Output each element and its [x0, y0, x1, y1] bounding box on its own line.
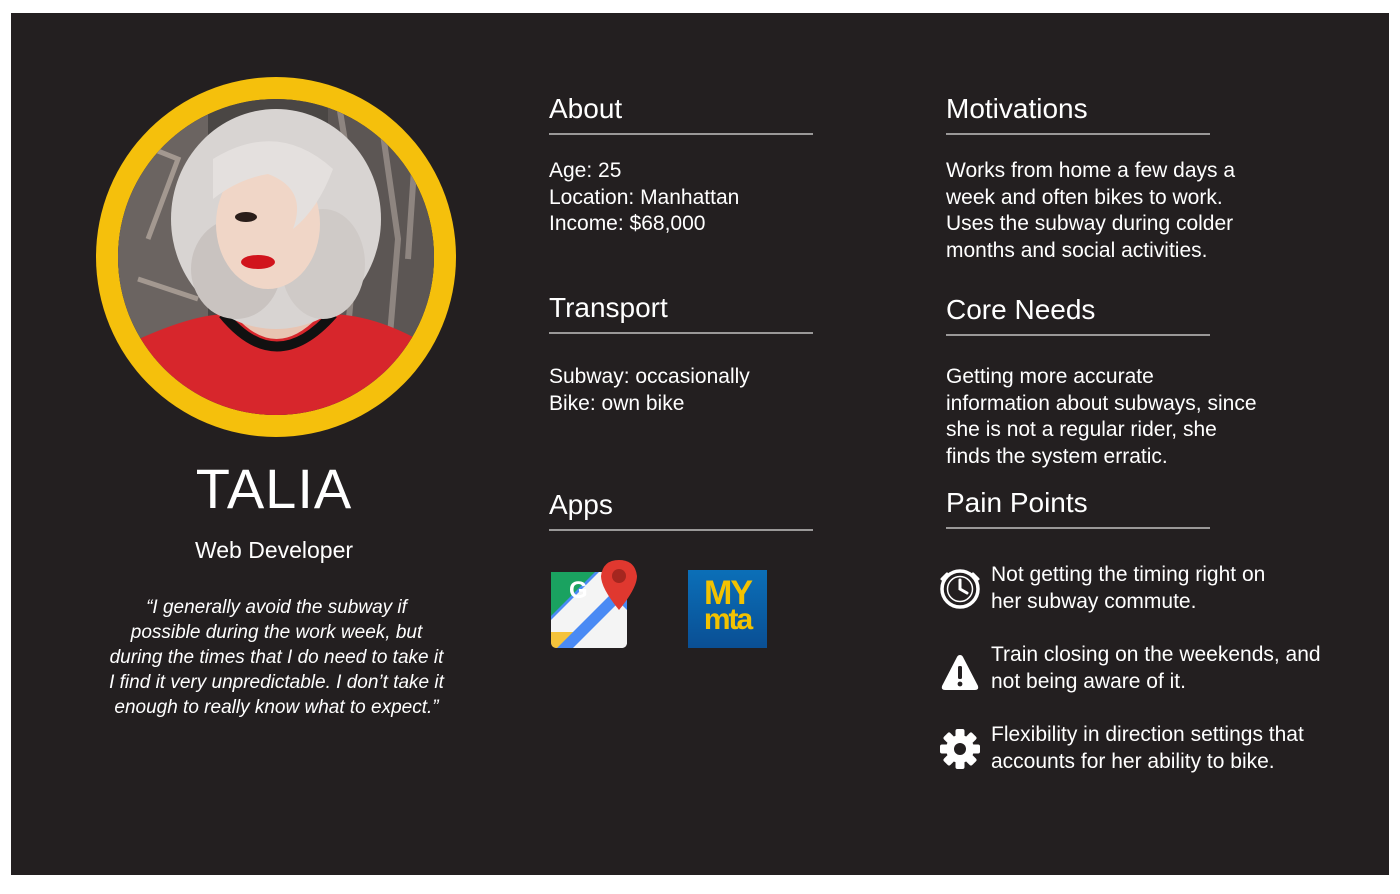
persona-quote: “I generally avoid the subway if possible during the work week, but during the times that I do need to take it I find it very unpredictable. I don’t take it enough to really know what to expect.” [109, 597, 444, 718]
pain-point-line: not being aware of it. [991, 669, 1186, 693]
transport-heading: Transport [549, 294, 813, 334]
motivations-section [946, 95, 1235, 264]
persona-name: TALIA [195, 457, 353, 520]
motivations-line: week and often bikes to work. [946, 185, 1223, 209]
transport-bike: Bike: own bike [549, 391, 685, 415]
pain-point-line: Train closing on the weekends, and [991, 643, 1321, 666]
motivations-line: Uses the subway during colder [946, 212, 1234, 235]
core-needs-line: finds the system erratic. [946, 444, 1168, 468]
pain-point-text [991, 722, 1304, 775]
apps-section [549, 491, 813, 531]
core-needs-heading: Core Needs [946, 296, 1210, 336]
motivations-line: Works from home a few days a [946, 159, 1236, 182]
core-needs-text [946, 364, 1257, 470]
persona-card [11, 13, 1389, 875]
google-maps-letter: G [569, 577, 588, 604]
motivations-text [946, 158, 1235, 264]
mymta-text-top: MY [704, 574, 751, 612]
pain-point-line: accounts for her ability to bike. [991, 749, 1275, 773]
core-needs-section [946, 296, 1257, 470]
pain-point-text [991, 562, 1265, 615]
core-needs-line: she is not a regular rider, she [946, 418, 1217, 441]
about-details [549, 158, 813, 238]
about-section [549, 95, 813, 238]
transport-subway: Subway: occasionally [549, 365, 750, 388]
mymta-icon [688, 570, 767, 648]
about-location: Location: Manhattan [549, 185, 740, 209]
pain-point-line: her subway commute. [991, 589, 1197, 613]
about-age: Age: 25 [549, 159, 622, 182]
transport-section [549, 294, 813, 417]
pain-point-line: Flexibility in direction settings that [991, 723, 1304, 746]
pain-points-heading: Pain Points [946, 489, 1210, 529]
warning-icon [939, 652, 981, 694]
apps-heading: Apps [549, 491, 813, 531]
mymta-text-bottom: mta [703, 603, 752, 636]
about-heading: About [549, 95, 813, 135]
motivations-line: months and social activities. [946, 238, 1208, 262]
motivations-heading: Motivations [946, 95, 1210, 135]
persona-role: Web Developer [194, 537, 354, 563]
clock-icon [939, 568, 981, 610]
portrait-ring [96, 77, 456, 437]
persona-photo [118, 99, 434, 415]
core-needs-line: information about subways, since [946, 391, 1257, 415]
transport-details [549, 364, 813, 417]
google-maps-icon [549, 558, 641, 650]
gear-icon [939, 728, 981, 770]
core-needs-line: Getting more accurate [946, 365, 1154, 388]
pain-point-line: Not getting the timing right on [991, 563, 1266, 586]
pain-point-text [991, 642, 1321, 695]
about-income: Income: $68,000 [549, 212, 706, 235]
pain-points-section [946, 489, 1210, 529]
